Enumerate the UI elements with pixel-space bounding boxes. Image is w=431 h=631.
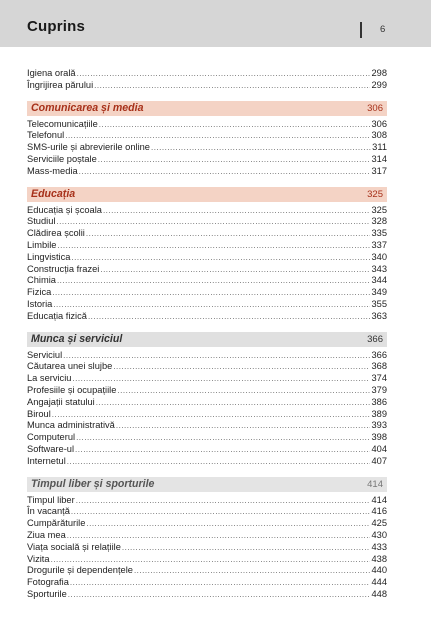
toc-entry[interactable]	[27, 311, 387, 323]
toc-entry[interactable]	[27, 228, 387, 240]
toc-entry-label: Serviciile poștale	[27, 153, 97, 164]
toc-entry[interactable]	[27, 554, 387, 566]
toc-entry-label: Viața socială și relațiile	[27, 541, 121, 552]
dot-leader	[71, 252, 370, 264]
section-title: Munca și serviciul	[31, 333, 123, 346]
toc-entry-label: Clădirea școlii	[27, 228, 85, 239]
toc-entry[interactable]	[27, 542, 387, 554]
toc-entry[interactable]	[27, 130, 387, 142]
toc-entry[interactable]	[27, 264, 387, 276]
toc-entry-page: 444	[371, 577, 387, 588]
toc-entry[interactable]	[27, 275, 387, 287]
page-header	[0, 0, 431, 47]
toc-entry-label: Telefonul	[27, 130, 65, 141]
toc-entry-label: Profesiile și ocupațiile	[27, 384, 117, 395]
toc-entry-page: 298	[371, 68, 387, 78]
dot-leader	[51, 554, 371, 566]
toc-entry-page: 343	[371, 263, 387, 274]
header-divider	[360, 22, 362, 38]
dot-leader	[63, 350, 370, 362]
toc-entry-page: 414	[371, 494, 387, 505]
dot-leader	[86, 518, 370, 530]
dot-leader	[117, 385, 370, 397]
section-page: 414	[367, 478, 383, 490]
toc-entry[interactable]	[27, 68, 387, 80]
dot-leader	[76, 432, 370, 444]
toc-entry-page: 340	[371, 251, 387, 262]
toc-entry[interactable]	[27, 577, 387, 589]
toc-entry-label: Software-ul	[27, 443, 75, 454]
toc-entry[interactable]	[27, 142, 387, 154]
toc-entry-label: Timpul liber	[27, 494, 75, 505]
toc-entry[interactable]	[27, 444, 387, 456]
toc-entry-page: 416	[371, 506, 387, 517]
dot-leader	[99, 119, 371, 131]
toc-entry-label: Limbile	[27, 239, 57, 250]
dot-leader	[86, 228, 371, 240]
toc-entry[interactable]	[27, 240, 387, 252]
toc-entry-page: 363	[371, 310, 387, 321]
toc-entry[interactable]	[27, 420, 387, 432]
section-heading[interactable]	[27, 477, 387, 492]
dot-leader	[65, 130, 370, 142]
toc-entry-page: 438	[371, 553, 387, 564]
toc-entry-page: 314	[371, 153, 387, 164]
dot-leader	[94, 80, 370, 92]
toc-entry-page: 398	[371, 432, 387, 443]
toc-entry-label: Ziua mea	[27, 529, 66, 540]
dot-leader	[53, 299, 370, 311]
toc-entry-label: Angajații statului	[27, 396, 95, 407]
section-heading[interactable]	[27, 101, 387, 116]
toc-entry-page: 440	[371, 565, 387, 576]
toc-entry-label: Computerul	[27, 432, 76, 443]
toc-entry[interactable]	[27, 119, 387, 131]
toc-entry-page: 308	[371, 130, 387, 141]
toc-entry[interactable]	[27, 299, 387, 311]
toc-entry-label: Educația fizică	[27, 310, 87, 321]
toc-entry-page: 366	[371, 349, 387, 360]
toc-section	[27, 477, 387, 601]
toc-entry-label: Serviciul	[27, 349, 63, 360]
dot-leader	[116, 420, 371, 432]
dot-leader	[96, 397, 371, 409]
dot-leader	[57, 240, 370, 252]
toc-entry-label: Mass-media	[27, 165, 78, 176]
toc-entry-page: 379	[371, 384, 387, 395]
section-page: 306	[367, 102, 383, 114]
toc-entry[interactable]	[27, 397, 387, 409]
section-title: Comunicarea și media	[31, 102, 144, 115]
dot-leader	[71, 506, 371, 518]
section-page: 366	[367, 333, 383, 345]
dot-leader	[79, 166, 371, 178]
dot-leader	[103, 205, 371, 217]
toc-entry[interactable]	[27, 287, 387, 299]
toc-section	[27, 187, 387, 323]
toc-entry-page: 407	[371, 455, 387, 466]
toc-entry-label: Fotografia	[27, 577, 69, 588]
toc-entry-label: SMS-urile și abrevierile online	[27, 142, 150, 153]
toc-entry-label: Vizita	[27, 553, 50, 564]
toc-entry-label: Drogurile și dependențele	[27, 565, 133, 576]
toc-entry-label: Lingvistica	[27, 251, 71, 262]
toc-entry-label: Construcția frazei	[27, 263, 100, 274]
toc-entry-page: 389	[371, 408, 387, 419]
toc-entry-page: 386	[371, 396, 387, 407]
toc-entry-page: 299	[371, 79, 387, 90]
toc-entry-label: Sporturile	[27, 588, 67, 599]
toc-entry-page: 317	[371, 165, 387, 176]
section-heading[interactable]	[27, 187, 387, 202]
toc-entry[interactable]	[27, 518, 387, 530]
toc-entry[interactable]	[27, 589, 387, 601]
toc-entry[interactable]	[27, 506, 387, 518]
dot-leader	[70, 577, 371, 589]
toc-entry[interactable]	[27, 385, 387, 397]
dot-leader	[77, 68, 371, 80]
toc-entry[interactable]	[27, 432, 387, 444]
toc-entry-label: Istoria	[27, 298, 53, 309]
toc-entry-page: 306	[371, 118, 387, 129]
toc-entry-page: 404	[371, 443, 387, 454]
toc-entry[interactable]	[27, 530, 387, 542]
dot-leader	[134, 565, 371, 577]
section-heading[interactable]	[27, 332, 387, 347]
toc-entry[interactable]	[27, 495, 387, 507]
page-number: 6	[380, 24, 386, 35]
dot-leader	[57, 275, 371, 287]
toc-entry-label: Îngrijirea părului	[27, 79, 94, 90]
toc-entry-page: 368	[371, 361, 387, 372]
toc-entry-label: La serviciu	[27, 373, 72, 384]
toc-entry-label: În vacanță	[27, 506, 70, 517]
toc-entry-label: Internetul	[27, 455, 66, 466]
toc-entry[interactable]	[27, 350, 387, 362]
toc-section	[27, 101, 387, 178]
toc-entry-page: 393	[371, 420, 387, 431]
toc-entry-page: 328	[371, 216, 387, 227]
toc-entry[interactable]	[27, 409, 387, 421]
dot-leader	[67, 530, 371, 542]
dot-leader	[98, 154, 371, 166]
dot-leader	[151, 142, 371, 154]
toc-entry-page: 349	[371, 287, 387, 298]
toc-entry-label: Munca administrativă	[27, 420, 115, 431]
toc-entry[interactable]	[27, 205, 387, 217]
toc-entry-page: 311	[372, 142, 387, 153]
toc-entry[interactable]	[27, 456, 387, 468]
dot-leader	[88, 311, 371, 323]
toc-entry[interactable]	[27, 252, 387, 264]
toc-entry-page: 430	[371, 529, 387, 540]
dot-leader	[76, 495, 371, 507]
toc-entry-page: 425	[371, 518, 387, 529]
toc-entry[interactable]	[27, 80, 387, 92]
toc-entry-page: 374	[371, 373, 387, 384]
dot-leader	[68, 589, 371, 601]
dot-leader	[67, 456, 371, 468]
toc-entry[interactable]	[27, 166, 387, 178]
toc-entry-label: Studiul	[27, 216, 56, 227]
toc-entry-label: Cumpărăturile	[27, 518, 86, 529]
toc-entry[interactable]	[27, 565, 387, 577]
toc-entry-label: Fizica	[27, 287, 52, 298]
dot-leader	[52, 409, 371, 421]
toc-entry-label: Biroul	[27, 408, 51, 419]
dot-leader	[56, 216, 370, 228]
toc-entry-label: Telecomunicațiile	[27, 118, 98, 129]
section-page: 325	[367, 188, 383, 200]
dot-leader	[100, 264, 370, 276]
toc-entry-label: Chimia	[27, 275, 56, 286]
toc-entry-page: 448	[371, 588, 387, 599]
toc-entry-page: 337	[371, 239, 387, 250]
toc-entry-label: Igiena orală	[27, 68, 76, 78]
dot-leader	[52, 287, 370, 299]
section-title: Educația	[31, 188, 76, 201]
toc-section	[27, 332, 387, 468]
toc-entry[interactable]	[27, 361, 387, 373]
dot-leader	[75, 444, 370, 456]
toc-entry-page: 355	[371, 298, 387, 309]
toc-entry-page: 335	[371, 228, 387, 239]
toc-entry[interactable]	[27, 216, 387, 228]
toc-entry[interactable]	[27, 154, 387, 166]
toc-entry-page: 433	[371, 541, 387, 552]
table-of-contents	[27, 68, 387, 610]
dot-leader	[122, 542, 371, 554]
toc-entry-label: Căutarea unei slujbe	[27, 361, 113, 372]
toc-entry-page: 325	[371, 204, 387, 215]
page-title: Cuprins	[27, 18, 86, 35]
dot-leader	[72, 373, 370, 385]
toc-entry-page: 344	[371, 275, 387, 286]
section-title: Timpul liber și sporturile	[31, 478, 155, 491]
dot-leader	[113, 361, 370, 373]
intro-entries	[27, 68, 387, 92]
toc-entry-label: Educația și școala	[27, 204, 102, 215]
toc-entry[interactable]	[27, 373, 387, 385]
